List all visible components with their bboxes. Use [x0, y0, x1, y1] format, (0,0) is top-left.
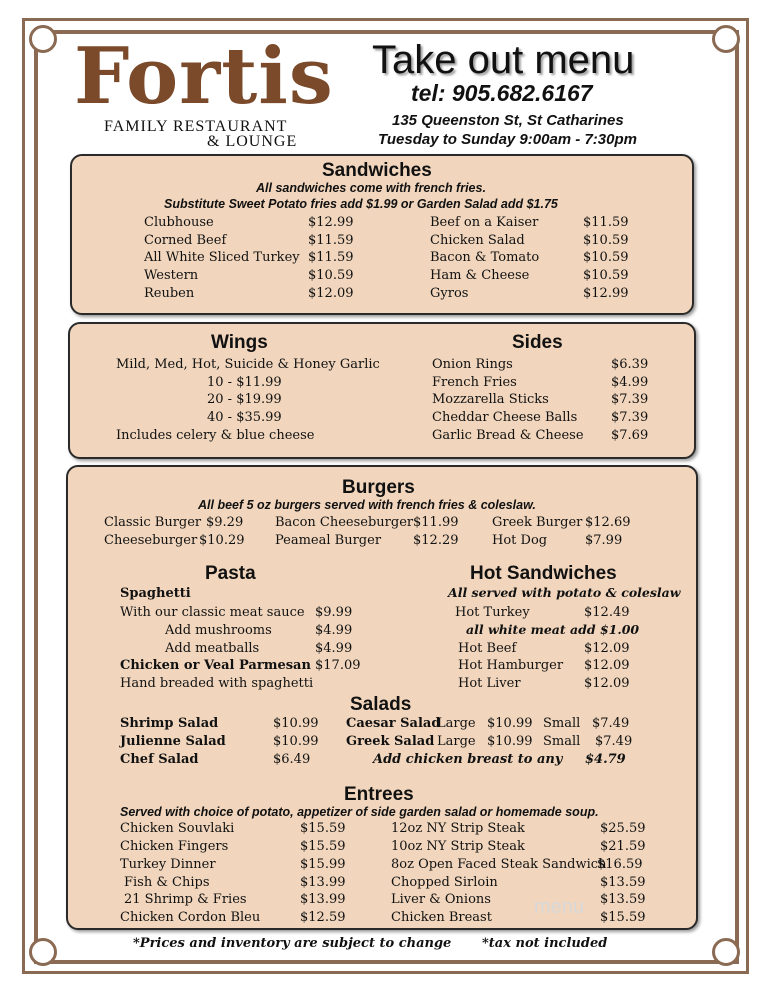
- menu-item-name: 10oz NY Strip Steak: [391, 839, 525, 854]
- menu-item-name: Chicken Salad: [430, 233, 525, 248]
- size-label: Small: [543, 734, 581, 749]
- menu-item-price: $15.59: [300, 839, 346, 854]
- sandwiches-title: Sandwiches: [322, 160, 432, 181]
- menu-item-price: $13.59: [600, 892, 646, 907]
- menu-item-name: Add mushrooms: [165, 623, 272, 638]
- menu-item-name: Chicken Breast: [391, 910, 492, 925]
- hours: Tuesday to Sunday 9:00am - 7:30pm: [378, 131, 637, 148]
- wings-price-10: 10 - $11.99: [207, 375, 282, 390]
- menu-item-price: $10.29: [199, 533, 245, 548]
- menu-item-price: $10.59: [583, 250, 629, 265]
- menu-item-name: 8oz Open Faced Steak Sandwich: [391, 857, 607, 872]
- menu-item-name: Fish & Chips: [124, 875, 210, 890]
- menu-item-price: $10.99: [487, 734, 533, 749]
- hot-turkey-upgrade-note: all white meat add $1.00: [466, 622, 640, 637]
- wings-price-20: 20 - $19.99: [207, 392, 282, 407]
- menu-item-name: Hand breaded with spaghetti: [120, 676, 314, 691]
- size-label: Large: [437, 734, 476, 749]
- menu-item-name: Chicken Souvlaki: [120, 821, 235, 836]
- menu-item-name: Clubhouse: [144, 215, 214, 230]
- menu-item-price: $9.29: [206, 515, 244, 530]
- menu-item-name: Cheeseburger: [104, 533, 198, 548]
- menu-item-name: Add meatballs: [165, 641, 260, 656]
- menu-item-price: $10.99: [273, 716, 319, 731]
- menu-item-price: $11.59: [308, 233, 354, 248]
- menu-item-price: $21.59: [600, 839, 646, 854]
- menu-item-name: Beef on a Kaiser: [430, 215, 539, 230]
- menu-item-name: Classic Burger: [104, 515, 202, 530]
- salad-chicken-addon: Add chicken breast to any: [373, 752, 563, 767]
- menu-item-name: Hot Turkey: [455, 605, 530, 620]
- menu-item-name: Chicken Fingers: [120, 839, 229, 854]
- menu-item-name: Gyros: [430, 286, 469, 301]
- menu-item-price: $16.59: [597, 857, 643, 872]
- pasta-title: Pasta: [205, 563, 256, 584]
- menu-item-price: $25.59: [600, 821, 646, 836]
- menu-item-name: Greek Burger: [492, 515, 583, 530]
- menu-item-name: With our classic meat sauce: [120, 605, 305, 620]
- menu-item-price: $15.59: [600, 910, 646, 925]
- menu-item-price: $4.99: [315, 623, 353, 638]
- menu-item-price: $12.99: [308, 215, 354, 230]
- salads-title: Salads: [350, 694, 412, 715]
- menu-item-price: $11.59: [583, 215, 629, 230]
- menu-item-price: $10.59: [308, 268, 354, 283]
- menu-item-name: Chicken or Veal Parmesan: [120, 658, 311, 673]
- menu-item-price: $7.49: [595, 734, 633, 749]
- menu-item-name: Cheddar Cheese Balls: [432, 410, 578, 425]
- pasta-spaghetti-heading: Spaghetti: [120, 586, 191, 601]
- menu-item-price: $7.39: [611, 392, 649, 407]
- frame-corner-ornament: [29, 25, 57, 53]
- menu-item-name: Chicken Cordon Bleu: [120, 910, 261, 925]
- logo-subtitle: FAMILY RESTAURANT: [104, 118, 288, 135]
- menu-item-price: $12.69: [585, 515, 631, 530]
- menu-item-price: $4.99: [315, 641, 353, 656]
- sandwiches-substitute-note: Substitute Sweet Potato fries add $1.99 or Garden Salad add $1.75: [164, 197, 558, 211]
- menu-item-name: Mozzarella Sticks: [432, 392, 549, 407]
- address: 135 Queenston St, St Catharines: [392, 112, 624, 129]
- menu-title: Take out menu: [372, 38, 635, 82]
- menu-item-price: $10.59: [583, 233, 629, 248]
- sides-title: Sides: [512, 332, 563, 353]
- menu-item-name: Hot Beef: [458, 641, 517, 656]
- menu-item-price: $11.59: [308, 250, 354, 265]
- wings-includes: Includes celery & blue cheese: [116, 428, 315, 443]
- menu-item-name: Shrimp Salad: [120, 716, 219, 731]
- menu-item-price: $12.09: [308, 286, 354, 301]
- menu-item-price: $17.09: [315, 658, 361, 673]
- menu-item-price: $11.99: [413, 515, 459, 530]
- menu-item-name: Ham & Cheese: [430, 268, 530, 283]
- menu-item-name: Turkey Dinner: [120, 857, 216, 872]
- menu-item-price: $10.59: [583, 268, 629, 283]
- menu-item-name: Hot Dog: [492, 533, 548, 548]
- phone-number: tel: 905.682.6167: [411, 80, 593, 106]
- logo-subtitle-2: & LOUNGE: [207, 133, 298, 150]
- burgers-note: All beef 5 oz burgers served with french fries & coleslaw.: [198, 498, 536, 512]
- menu-item-price: $13.99: [300, 892, 346, 907]
- menu-item-name: All White Sliced Turkey: [144, 250, 300, 265]
- menu-item-price: $13.99: [300, 875, 346, 890]
- menu-item-price: $12.49: [584, 605, 630, 620]
- menu-item-price: $7.99: [585, 533, 623, 548]
- frame-corner-ornament: [29, 938, 57, 966]
- menu-item-price: $7.49: [592, 716, 630, 731]
- menu-item-price: $12.59: [300, 910, 346, 925]
- entrees-note: Served with choice of potato, appetizer of side garden salad or homemade soup.: [120, 805, 599, 819]
- menu-item-price: $7.69: [611, 428, 649, 443]
- menu-item-name: Corned Beef: [144, 233, 227, 248]
- hot-sandwiches-note: All served with potato & coleslaw: [448, 585, 681, 600]
- menu-item-name: 21 Shrimp & Fries: [124, 892, 247, 907]
- menu-item-name: Julienne Salad: [120, 734, 226, 749]
- menu-item-name: Hot Hamburger: [458, 658, 564, 673]
- menu-item-price: $12.09: [584, 658, 630, 673]
- menu-item-price: $10.99: [273, 734, 319, 749]
- menu-item-name: Chef Salad: [120, 752, 199, 767]
- menu-item-name: Caesar Salad: [346, 716, 441, 731]
- menu-item-price: $4.79: [585, 752, 626, 767]
- wings-flavors: Mild, Med, Hot, Suicide & Honey Garlic: [116, 357, 380, 372]
- size-label: Small: [543, 716, 581, 731]
- menu-item-price: $12.29: [413, 533, 459, 548]
- burgers-title: Burgers: [342, 477, 415, 498]
- menu-item-price: $4.99: [611, 375, 649, 390]
- menu-item-name: Liver & Onions: [391, 892, 491, 907]
- menu-item-name: Reuben: [144, 286, 195, 301]
- menu-item-name: 12oz NY Strip Steak: [391, 821, 525, 836]
- menu-item-price: $15.59: [300, 821, 346, 836]
- menu-item-price: $7.39: [611, 410, 649, 425]
- menu-item-name: French Fries: [432, 375, 517, 390]
- sandwiches-note: All sandwiches come with french fries.: [256, 181, 486, 195]
- wings-title: Wings: [211, 332, 268, 353]
- menu-item-price: $12.09: [584, 641, 630, 656]
- wings-price-40: 40 - $35.99: [207, 410, 282, 425]
- menu-item-price: $9.99: [315, 605, 353, 620]
- footer-tax-note: *tax not included: [482, 936, 608, 951]
- size-label: Large: [437, 716, 476, 731]
- menu-item-price: $6.39: [611, 357, 649, 372]
- menu-item-name: Western: [144, 268, 199, 283]
- menu-item-name: Greek Salad: [346, 734, 435, 749]
- menu-item-price: $15.99: [300, 857, 346, 872]
- footer-disclaimer: *Prices and inventory are subject to change: [133, 936, 452, 951]
- menu-item-price: $10.99: [487, 716, 533, 731]
- menu-item-price: $6.49: [273, 752, 311, 767]
- menu-item-name: Hot Liver: [458, 676, 521, 691]
- menu-item-name: Garlic Bread & Cheese: [432, 428, 584, 443]
- entrees-title: Entrees: [344, 784, 414, 805]
- watermark: menu: [534, 896, 585, 918]
- menu-item-price: $12.99: [583, 286, 629, 301]
- menu-item-price: $12.09: [584, 676, 630, 691]
- logo-fortis: Fortis: [74, 31, 334, 122]
- menu-item-name: Bacon Cheeseburger: [275, 515, 414, 530]
- hot-sandwiches-title: Hot Sandwiches: [470, 563, 617, 584]
- frame-corner-ornament: [712, 25, 740, 53]
- menu-item-name: Onion Rings: [432, 357, 513, 372]
- menu-item-name: Chopped Sirloin: [391, 875, 498, 890]
- menu-item-name: Peameal Burger: [275, 533, 382, 548]
- menu-item-name: Bacon & Tomato: [430, 250, 540, 265]
- frame-corner-ornament: [712, 938, 740, 966]
- menu-item-price: $13.59: [600, 875, 646, 890]
